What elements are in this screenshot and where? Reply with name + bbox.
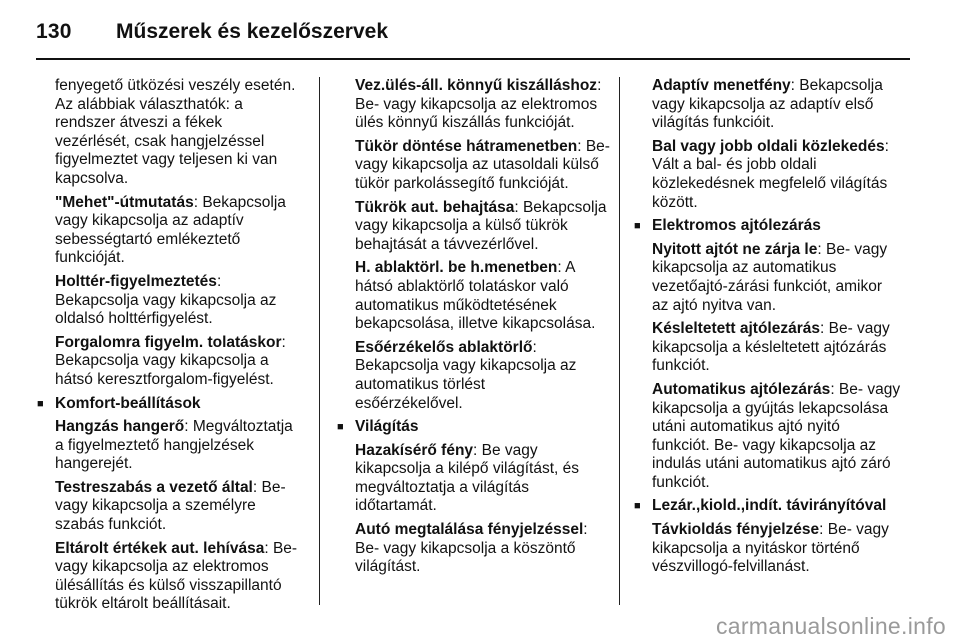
paragraph bbox=[355, 199, 607, 255]
paragraph bbox=[55, 418, 307, 474]
text-line bbox=[652, 320, 912, 339]
text-run: funkciót. bbox=[652, 357, 710, 375]
text-run: Bekapcsolja vagy kikapcsolja az bbox=[55, 291, 277, 309]
text-line bbox=[652, 418, 912, 437]
text-run: vagy kikapcsolja a személyre bbox=[55, 497, 256, 515]
text-run: vagy kikapcsolja az adaptív első bbox=[652, 95, 874, 113]
text-run: funkcióját. bbox=[55, 249, 125, 267]
text-run: Az alábbiak választhatók: a bbox=[55, 95, 243, 113]
text-run: behajtását a távvezérlővel. bbox=[355, 235, 539, 253]
text-line bbox=[55, 292, 307, 311]
text-run: funkciót. bbox=[652, 473, 710, 491]
setting-name: Elektromos ajtólezárás bbox=[652, 217, 821, 235]
text-line bbox=[652, 521, 912, 540]
paragraph bbox=[55, 194, 307, 268]
text-line bbox=[355, 376, 607, 395]
text-line bbox=[652, 357, 912, 376]
text-line bbox=[355, 418, 607, 437]
paragraph bbox=[652, 241, 912, 315]
header-rule bbox=[36, 58, 910, 60]
text-run: tükrök eltárolt beállításait. bbox=[55, 595, 231, 613]
setting-name: Hangzás hangerő bbox=[55, 418, 185, 436]
text-run: : Be- bbox=[252, 478, 286, 496]
watermark: carmanualsonline.info bbox=[715, 613, 946, 639]
setting-name: "Mehet"-útmutatás bbox=[55, 193, 194, 211]
text-line bbox=[55, 437, 307, 456]
text-line bbox=[355, 339, 607, 358]
text-run: az ajtó nyitva van. bbox=[652, 296, 777, 314]
text-line bbox=[355, 479, 607, 498]
paragraph bbox=[652, 77, 912, 133]
setting-name: Holttér-figyelmeztetés bbox=[55, 272, 217, 290]
text-run: : Be- vagy bbox=[820, 320, 890, 338]
text-line bbox=[55, 194, 307, 213]
text-line bbox=[355, 460, 607, 479]
text-line bbox=[355, 259, 607, 278]
text-run: vezérlését, csak hangjelzéssel bbox=[55, 132, 265, 150]
text-run: vészvillogó-felvillanást. bbox=[652, 558, 810, 576]
setting-name: H. ablaktörl. be h.menetben bbox=[355, 259, 558, 277]
text-run: vagy kikapcsolja az utasoldali külső bbox=[355, 156, 599, 174]
text-run: kikapcsolja a késleltetett ajtózárás bbox=[652, 338, 887, 356]
text-run: : bbox=[532, 338, 537, 356]
text-line bbox=[355, 96, 607, 115]
text-line bbox=[55, 231, 307, 250]
setting-name: Testreszabás a vezető által bbox=[55, 478, 253, 496]
paragraph bbox=[355, 259, 607, 333]
text-line bbox=[55, 151, 307, 170]
paragraph bbox=[355, 77, 607, 133]
section-heading bbox=[337, 418, 607, 437]
text-line bbox=[355, 217, 607, 236]
text-run: hátsó keresztforgalom-figyelést. bbox=[55, 370, 274, 388]
text-run: : bbox=[884, 137, 889, 155]
text-line bbox=[55, 77, 307, 96]
column-1 bbox=[37, 77, 307, 619]
text-line bbox=[355, 540, 607, 559]
text-run: Be- vagy kikapcsolja az elektromos bbox=[355, 95, 598, 113]
text-line bbox=[652, 194, 912, 213]
text-run: szabás funkciót. bbox=[55, 516, 167, 534]
text-run: kikapcsolja az automatikus bbox=[652, 259, 837, 277]
text-line bbox=[652, 474, 912, 493]
text-line bbox=[55, 395, 307, 414]
text-line bbox=[355, 114, 607, 133]
text-line bbox=[55, 170, 307, 189]
text-run: indulás utáni automatikus ajtó záró bbox=[652, 455, 891, 473]
section-heading bbox=[634, 497, 912, 516]
text-line bbox=[355, 315, 607, 334]
text-run: : Be- vagy bbox=[817, 240, 888, 258]
text-line bbox=[652, 297, 912, 316]
text-run: megváltoztatja a világítás bbox=[355, 478, 530, 496]
section-heading bbox=[634, 217, 912, 236]
text-run: oldalsó holttérfigyelést. bbox=[55, 310, 213, 328]
text-run: utáni automatikus ajtó nyitó bbox=[652, 418, 840, 436]
column-divider bbox=[319, 77, 320, 605]
setting-name: Lezár.,kiold.,indít. távirányítóval bbox=[652, 497, 887, 515]
text-run: : Be- vagy bbox=[830, 380, 901, 398]
text-line bbox=[652, 437, 912, 456]
text-run: között. bbox=[652, 193, 698, 211]
paragraph bbox=[355, 137, 610, 194]
bullet-marker: ■ bbox=[37, 397, 44, 410]
text-line bbox=[55, 310, 307, 329]
setting-name: Távkioldás fényjelzése bbox=[652, 521, 820, 539]
text-run: : bbox=[583, 521, 588, 539]
text-run: : Be- vagy bbox=[819, 521, 889, 539]
setting-name: Autó megtalálása fényjelzéssel bbox=[355, 521, 584, 539]
text-run: : bbox=[216, 272, 222, 290]
text-line bbox=[355, 199, 607, 218]
setting-name: Vez.ülés-áll. könnyű kiszálláshoz bbox=[355, 77, 598, 94]
text-line bbox=[55, 418, 307, 437]
text-line bbox=[55, 577, 307, 596]
setting-name: Bal vagy jobb oldali közlekedés bbox=[652, 137, 885, 155]
text-line bbox=[355, 175, 607, 194]
text-run: tükör parkolássegítő funkcióját. bbox=[355, 174, 569, 192]
text-run: ülés könnyű kiszállás funkcióját. bbox=[355, 114, 575, 132]
text-line bbox=[355, 558, 607, 577]
text-line bbox=[652, 540, 912, 559]
text-run: világítást. bbox=[355, 558, 421, 576]
text-line bbox=[652, 175, 912, 194]
text-run: : bbox=[597, 77, 602, 94]
text-line bbox=[355, 297, 607, 316]
text-line bbox=[55, 273, 307, 292]
text-line bbox=[652, 455, 912, 474]
text-line bbox=[55, 352, 307, 371]
setting-name: Tükrök aut. behajtása bbox=[355, 198, 515, 216]
text-run: Bekapcsolja vagy kikapcsolja az bbox=[355, 357, 577, 375]
page-title: Műszerek és kezelőszervek bbox=[116, 20, 389, 43]
text-run: automatikus működtetésének bbox=[355, 296, 557, 314]
setting-name: Automatikus ajtólezárás bbox=[652, 380, 831, 398]
text-line bbox=[355, 236, 607, 255]
text-run: rendszer átveszi a fékek bbox=[55, 114, 223, 132]
text-line bbox=[355, 278, 607, 297]
text-run: kikapcsolja a gyújtás lekapcsolása bbox=[652, 399, 889, 417]
text-run: : Bekapcsolja bbox=[193, 193, 286, 211]
paragraph bbox=[55, 540, 307, 614]
paragraph bbox=[652, 138, 912, 212]
text-line bbox=[652, 138, 912, 157]
text-line bbox=[355, 77, 607, 96]
text-line bbox=[652, 156, 912, 175]
text-run: : Bekapcsolja bbox=[790, 77, 883, 94]
paragraph bbox=[355, 339, 607, 413]
text-run: funkciót. Be- vagy kikapcsolja az bbox=[652, 436, 876, 454]
paragraph bbox=[652, 521, 912, 577]
text-line bbox=[355, 137, 610, 157]
text-run: sebességtartó emlékeztető bbox=[55, 230, 241, 248]
page-number: 130 bbox=[36, 20, 72, 43]
text-line bbox=[652, 259, 912, 278]
paragraph bbox=[355, 442, 607, 516]
text-line bbox=[55, 212, 307, 231]
text-run: világítás funkcióit. bbox=[652, 114, 775, 132]
setting-name: Komfort-beállítások bbox=[55, 394, 201, 412]
text-run: vagy kikapcsolja az adaptív bbox=[55, 212, 244, 230]
setting-name: Nyitott ajtót ne zárja le bbox=[652, 240, 818, 258]
text-line bbox=[355, 357, 607, 376]
text-run: hátsó ablaktörlő tolatáskor való bbox=[355, 277, 569, 295]
column-3 bbox=[634, 77, 912, 582]
paragraph bbox=[55, 334, 307, 390]
bullet-marker: ■ bbox=[337, 421, 344, 434]
text-line bbox=[55, 558, 307, 577]
text-run: : Bekapcsolja bbox=[514, 198, 607, 216]
column-2 bbox=[337, 77, 610, 582]
bullet-marker: ■ bbox=[634, 500, 641, 513]
text-run: automatikus törlést bbox=[355, 375, 486, 393]
text-run: esőérzékelővel. bbox=[355, 394, 463, 412]
text-line bbox=[355, 442, 607, 461]
paragraph bbox=[55, 77, 307, 189]
text-run: kikapcsolja a nyitáskor történő bbox=[652, 539, 860, 557]
text-run: fenyegető ütközési veszély esetén. bbox=[55, 77, 296, 94]
text-line bbox=[55, 371, 307, 390]
text-run: vagy kikapcsolja a külső tükrök bbox=[355, 217, 568, 235]
text-line bbox=[652, 114, 912, 133]
text-run: : Be vagy bbox=[473, 441, 538, 459]
text-line bbox=[55, 249, 307, 268]
text-run: : Be- bbox=[577, 137, 610, 155]
setting-name: Késleltetett ajtólezárás bbox=[652, 320, 820, 338]
setting-name: Tükör döntése hátramenetben bbox=[355, 137, 578, 155]
text-run: figyelmeztet vagy teljesen ki van bbox=[55, 151, 278, 169]
text-run: kikapcsolja a kilépő világítást, és bbox=[355, 460, 580, 478]
text-line bbox=[355, 395, 607, 414]
text-run: vezetőajtó-zárási funkciót, amikor bbox=[652, 277, 883, 295]
text-line bbox=[652, 96, 912, 115]
text-line bbox=[652, 558, 912, 577]
paragraph bbox=[55, 273, 307, 329]
setting-name: Esőérzékelős ablaktörlő bbox=[355, 338, 533, 356]
text-line bbox=[55, 334, 307, 353]
text-line bbox=[652, 278, 912, 297]
text-run: kapcsolva. bbox=[55, 169, 129, 187]
text-line bbox=[652, 497, 912, 516]
text-line bbox=[55, 540, 307, 559]
text-line bbox=[55, 455, 307, 474]
paragraph bbox=[55, 479, 307, 535]
text-line bbox=[355, 497, 607, 516]
text-run: bekapcsolása, illetve kikapcsolása. bbox=[355, 315, 596, 333]
setting-name: Hazakísérő fény bbox=[355, 441, 474, 459]
text-line bbox=[652, 400, 912, 419]
text-run: vagy kikapcsolja az elektromos bbox=[55, 558, 269, 576]
text-line bbox=[55, 133, 307, 152]
setting-name: Eltárolt értékek aut. lehívása bbox=[55, 539, 265, 557]
paragraph bbox=[652, 381, 912, 493]
text-line bbox=[355, 156, 607, 175]
text-line bbox=[652, 381, 912, 400]
text-line bbox=[652, 241, 912, 260]
text-line bbox=[652, 217, 912, 236]
text-line bbox=[55, 595, 307, 614]
text-run: időtartamát. bbox=[355, 497, 437, 515]
text-run: : bbox=[281, 333, 286, 351]
text-run: hangerejét. bbox=[55, 455, 133, 473]
text-run: : Megváltoztatja bbox=[184, 418, 293, 436]
setting-name: Forgalomra figyelm. tolatáskor bbox=[55, 333, 282, 351]
text-run: ülésállítás és külső visszapillantó bbox=[55, 576, 282, 594]
setting-name: Adaptív menetfény bbox=[652, 77, 791, 94]
text-run: Bekapcsolja vagy kikapcsolja a bbox=[55, 352, 269, 370]
text-line bbox=[652, 339, 912, 358]
column-divider bbox=[619, 77, 620, 605]
text-line bbox=[55, 114, 307, 133]
text-line bbox=[355, 521, 607, 540]
text-run: Vált a bal- és jobb oldali bbox=[652, 156, 817, 174]
text-run: közlekedésnek megfelelő világítás bbox=[652, 174, 888, 192]
paragraph bbox=[652, 320, 912, 376]
text-line bbox=[55, 479, 307, 498]
text-run: : A bbox=[557, 259, 576, 277]
text-line bbox=[652, 77, 912, 96]
setting-name: Világítás bbox=[355, 418, 419, 436]
page-header bbox=[0, 0, 960, 58]
text-run: : Be- bbox=[264, 539, 298, 557]
paragraph bbox=[355, 521, 607, 577]
text-run: a figyelmeztető hangjelzések bbox=[55, 436, 255, 454]
bullet-marker: ■ bbox=[634, 220, 641, 233]
text-line bbox=[55, 96, 307, 115]
text-line bbox=[55, 497, 307, 516]
section-heading bbox=[37, 394, 307, 414]
text-run: Be- vagy kikapcsolja a köszöntő bbox=[355, 539, 576, 557]
text-line bbox=[55, 516, 307, 535]
